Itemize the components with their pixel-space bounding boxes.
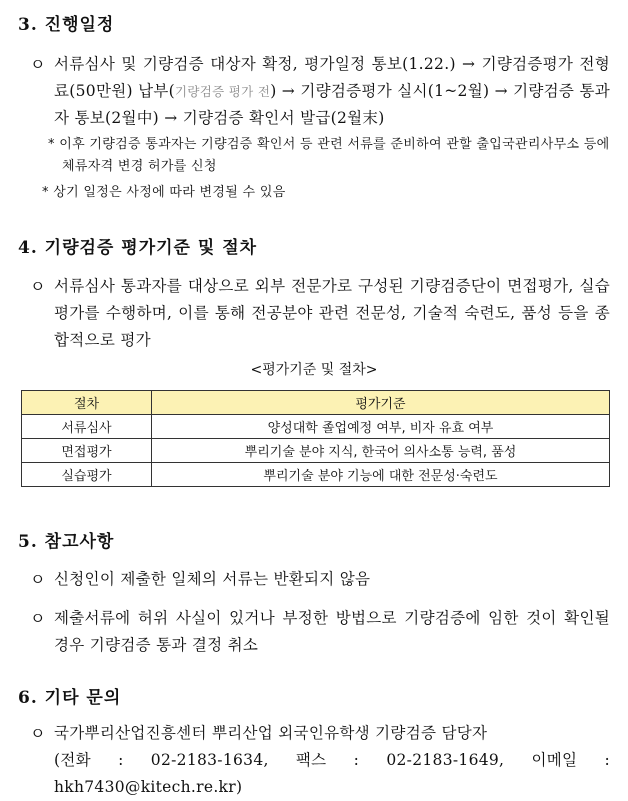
table-cell: 면접평가: [22, 439, 152, 463]
table-cell: 양성대학 졸업예정 여부, 비자 유효 여부: [152, 415, 610, 439]
bullet-marker: ㅇ: [30, 277, 46, 296]
schedule-paragraph: [54, 51, 610, 132]
table-row: [22, 463, 610, 487]
table-cell: 뿌리기술 분야 기능에 대한 전문성·숙련도: [152, 463, 610, 487]
contact-line-1: 국가뿌리산업진흥센터 뿌리산업 외국인유학생 기량검증 담당자: [54, 724, 488, 742]
bullet-marker: ㅇ: [30, 609, 46, 628]
header-procedure: 절차: [22, 391, 152, 415]
reference-paragraph-1: 신청인이 제출한 일체의 서류는 반환되지 않음: [54, 570, 371, 588]
reference-paragraph-2: 제출서류에 허위 사실이 있거나 부정한 방법으로 기량검증에 임한 것이 확인될 경우 기량검증 통과 결정 취소: [54, 609, 610, 654]
table-header-row: [22, 391, 610, 415]
section-3-title: 3. 진행일정: [18, 15, 115, 35]
contact-line-2: (전화 : 02-2183-1634, 팩스 : 02-2183-1649, 이메일 : hkh7430@kitech.re.kr): [54, 751, 610, 796]
evaluation-paragraph: 서류심사 통과자를 대상으로 외부 전문가로 구성된 기량검증단이 면접평가, 실습평가를 수행하며, 이를 통해 전공분야 관련 전문성, 기술적 숙련도, 품성 등을 종합적으로 평가: [54, 277, 610, 349]
bullet-marker: ㅇ: [30, 724, 46, 743]
schedule-note-1: * 이후 기량검증 통과자는 기량검증 확인서 등 관련 서류를 준비하여 관할 출입국관리사무소 등에 체류자격 변경 허가를 신청: [48, 137, 610, 174]
table-caption: <평가기준 및 절차>: [250, 362, 378, 378]
section-5-title: 5. 참고사항: [18, 532, 115, 552]
schedule-text-b: ) → 기량검증평가 실시(1~2월) → 기량검증 통과자 통보(2월中) → 기량검증 확인서 발급(2월末): [54, 82, 610, 127]
bullet-marker: ㅇ: [30, 55, 46, 74]
evaluation-table: [21, 390, 610, 487]
section-6-title: 6. 기타 문의: [18, 688, 122, 708]
table-cell: 실습평가: [22, 463, 152, 487]
table-row: [22, 439, 610, 463]
schedule-text-gray: 기량검증 평가 전: [174, 84, 271, 99]
schedule-text-a: 서류심사 및 기량검증 대상자 확정, 평가일정 통보(1.22.) → 기량검증평가 전형료(50만원) 납부(: [54, 55, 610, 100]
table-cell: 서류심사: [22, 415, 152, 439]
bullet-marker: ㅇ: [30, 570, 46, 589]
schedule-note-2: * 상기 일정은 사정에 따라 변경될 수 있음: [42, 185, 286, 200]
header-criteria: 평가기준: [152, 391, 610, 415]
section-4-title: 4. 기량검증 평가기준 및 절차: [18, 238, 258, 258]
table-cell: 뿌리기술 분야 지식, 한국어 의사소통 능력, 품성: [152, 439, 610, 463]
table-row: [22, 415, 610, 439]
